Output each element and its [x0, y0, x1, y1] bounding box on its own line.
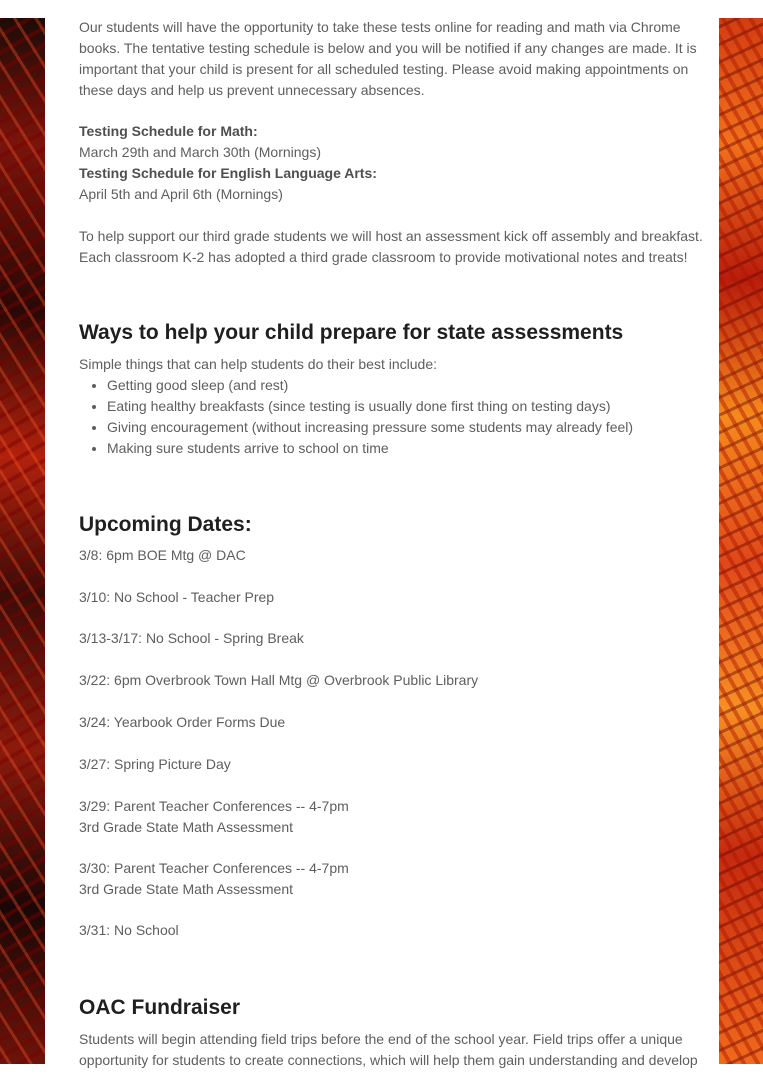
prepare-lead: Simple things that can help students do their best include: — [79, 356, 437, 372]
fundraiser-heading: OAC Fundraiser — [79, 996, 241, 1019]
list-item: • Getting good sleep (and rest) — [107, 375, 633, 396]
math-schedule-dates: March 29th and March 30th (Mornings) — [79, 144, 321, 160]
date-entry: 3/22: 6pm Overbrook Town Hall Mtg @ Overbrook Public Library — [79, 672, 479, 688]
date-entry-detail: 3rd Grade State Math Assessment — [79, 819, 293, 835]
support-line: To help support our third grade students we will host an assessment kick off assembly and breakfast. — [79, 228, 703, 244]
intro-line: these days and help us prevent unnecessary absences. — [79, 82, 425, 98]
fundraiser-line: opportunity for students to create connections, which will help them gain understanding and develop — [79, 1052, 698, 1068]
right-decorative-border — [719, 18, 763, 1064]
date-entry: 3/13-3/17: No School - Spring Break — [79, 630, 304, 646]
date-entry-detail: 3rd Grade State Math Assessment — [79, 881, 293, 897]
intro-line: books. The tentative testing schedule is below and you will be notified if any changes are made. It is — [79, 40, 697, 56]
fundraiser-line: Students will begin attending field trips before the end of the school year. Field trips offer a unique — [79, 1031, 683, 1047]
date-entry: 3/30: Parent Teacher Conferences -- 4-7pm — [79, 860, 349, 876]
support-line: Each classroom K-2 has adopted a third grade classroom to provide motivational notes and treats! — [79, 249, 688, 265]
list-item: • Eating healthy breakfasts (since testing is usually done first thing on testing days) — [107, 396, 633, 417]
list-item: • Giving encouragement (without increasing pressure some students may already feel) — [107, 417, 633, 438]
ela-schedule-heading: Testing Schedule for English Language Arts: — [79, 165, 377, 181]
date-entry: 3/27: Spring Picture Day — [79, 756, 231, 772]
date-entry: 3/31: No School — [79, 922, 179, 938]
ela-schedule-dates: April 5th and April 6th (Mornings) — [79, 186, 283, 202]
list-item: • Making sure students arrive to school on time — [107, 438, 633, 459]
upcoming-dates-heading: Upcoming Dates: — [79, 513, 252, 536]
date-entry: 3/10: No School - Teacher Prep — [79, 589, 275, 605]
intro-line: Our students will have the opportunity to take these tests online for reading and math via Chrome — [79, 19, 681, 35]
prepare-list — [79, 375, 633, 459]
intro-line: important that your child is present for all scheduled testing. Please avoid making appointments on — [79, 61, 689, 77]
date-entry: 3/24: Yearbook Order Forms Due — [79, 714, 286, 730]
left-decorative-border — [0, 18, 45, 1064]
prepare-heading: Ways to help your child prepare for state assessments — [79, 321, 624, 344]
math-schedule-heading: Testing Schedule for Math: — [79, 123, 258, 139]
date-entry: 3/8: 6pm BOE Mtg @ DAC — [79, 547, 246, 563]
date-entry: 3/29: Parent Teacher Conferences -- 4-7pm — [79, 798, 349, 814]
